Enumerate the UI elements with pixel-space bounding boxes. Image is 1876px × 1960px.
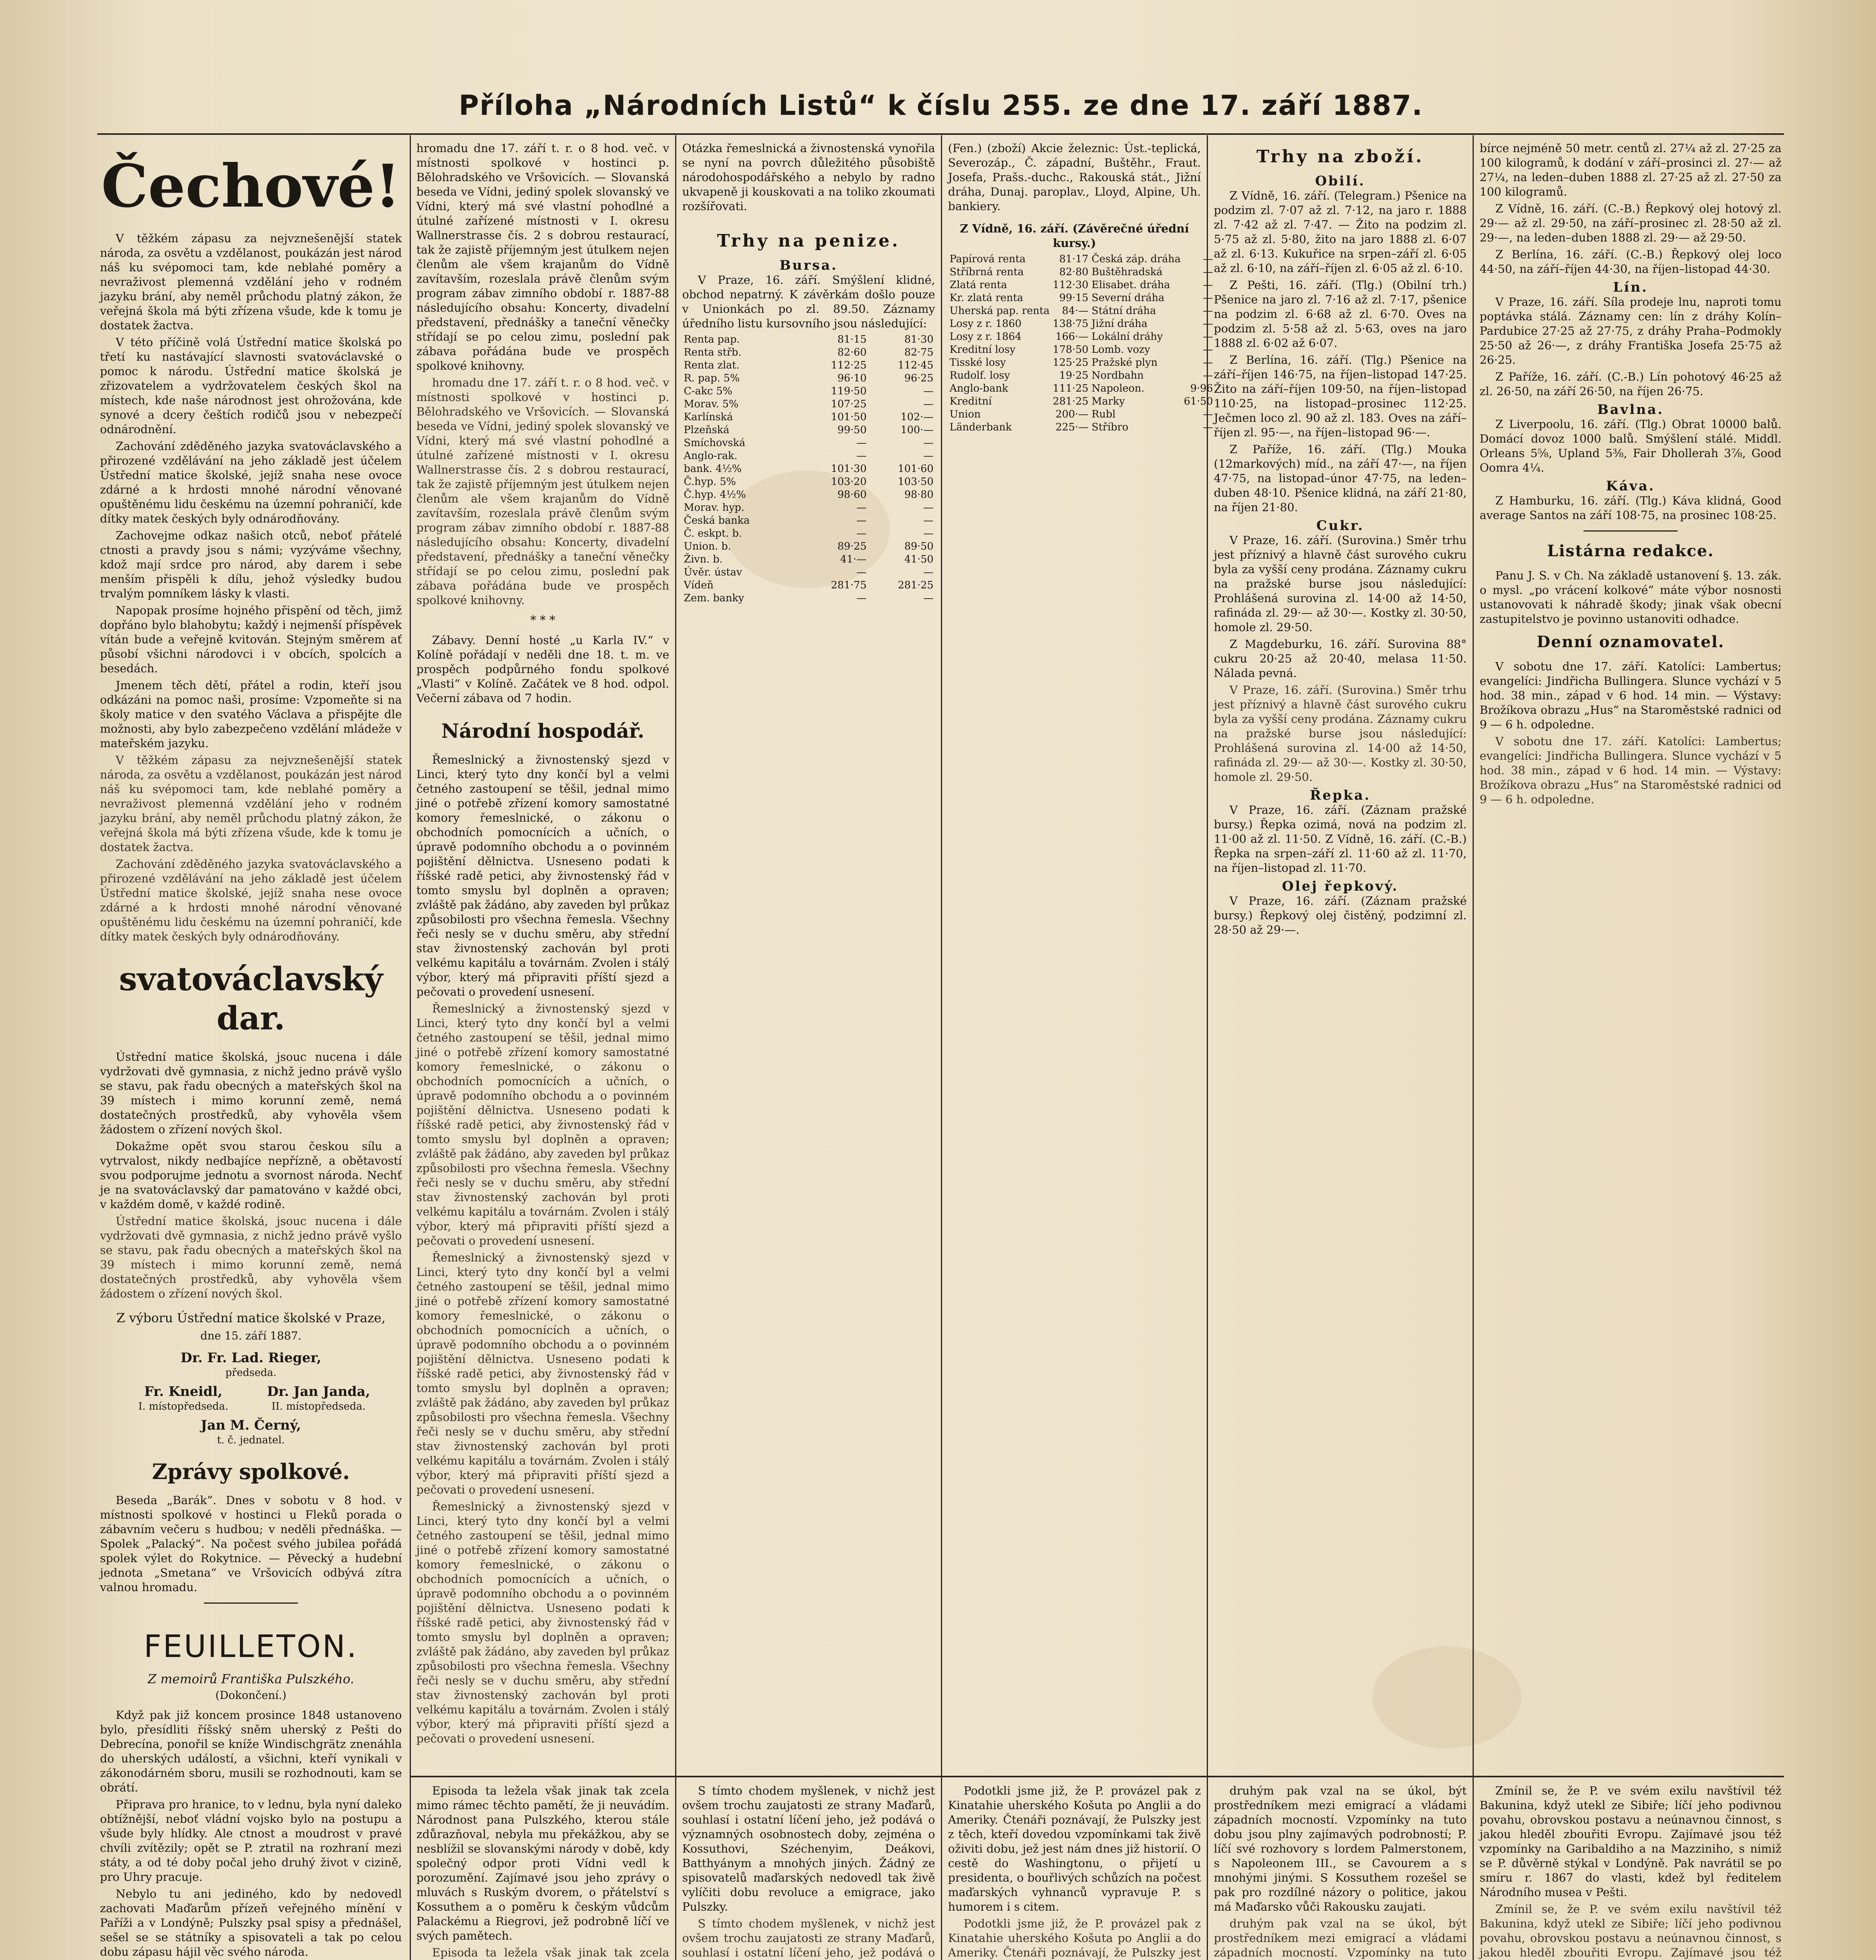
quote-cell: Česká banka [684, 515, 750, 526]
quote-cell: 96·10 [837, 372, 867, 384]
quote-cell: Č.hyp. 5% [684, 476, 736, 488]
quote-cell: Č. eskpt. b. [684, 528, 742, 539]
quote-cell: — [923, 515, 933, 526]
quote-cell: Česká záp. dráha [1091, 253, 1181, 265]
quote-row [948, 279, 1215, 292]
market-paragraph: Z Berlína, 16. září. (C.-B.) Řepkový olej loco 44·50, na září–říjen 44·30, na říjen–listopad 44·30. [1480, 248, 1782, 276]
denni-paragraph: V sobotu dne 17. září. Katolíci: Lambertus; evangelíci: Jindřicha Bullingera. Slunce vychází v 5 hod. 38 min., západ v 6 hod. 14 min. — Výstavy: Brožíkova obrazu „Hus“ na Staroměstské radnici od 9 — 6 h. odpoledne. [1480, 735, 1782, 806]
column-2 [416, 141, 669, 1772]
quote-row [682, 372, 935, 385]
quote-cell: 82·75 [904, 347, 933, 358]
quote-cell: Karlínská [684, 411, 733, 423]
feuilleton-paragraph: Zmínil se, že P. ve svém exilu navštívil též Bakunina, když utekl ze Sibiře; líčí jeho podivnou povahu, obrovskou postavu a neúnavnou činnost, s jakou hleděl zbouřiti Evropu. Zajímavé jsou též vzpomínky na Garibaldiho a na Mazziniho, s nimiž se P. důvěrně stýkal v Londýně. Pak navrátil se po smíru r. 1867 do vlasti, kdež byl ředitelem Národního musea v Pešti. [1480, 1784, 1782, 1899]
quote-cell: Renta pap. [684, 334, 740, 345]
quote-row [948, 382, 1215, 395]
signature-vice2-name: Dr. Jan Janda, [267, 1384, 370, 1399]
market-paragraph: V Praze, 16. září. (Záznam pražské bursy.) Řepka ozimá, nová na podzim zl. 11·00 až zl. 11·50. Z Vídně, 16. září. (C.-B.) Řepka na srpen–září zl. 11·60 až zl. 11·70, na říjen–listopad zl. 11·70. [1214, 803, 1467, 875]
quote-cell: 100·— [901, 424, 933, 436]
quote-row [682, 437, 935, 450]
quote-cell: 82·80 [1059, 266, 1089, 278]
appeal-paragraph: V této příčině volá Ústřední matice školská po třetí ku nastávající slavnosti svatováclavské o pomoc k národu. Ústřední matice školská je zřizovatelem a vydržovatelem českých škol na místech, kde naše národnost jest ohrožována, kde synové a dcery češtích rodičů jsou v nebezpečí odnárodnění. [100, 336, 402, 436]
feuilleton-continued: (Dokončení.) [215, 1689, 287, 1702]
quote-cell: R. pap. 5% [684, 372, 740, 384]
quote-cell: — [1202, 279, 1213, 291]
trhy-penize-title: Trhy na penize. [717, 231, 901, 251]
zabavy-paragraph: Zábavy. Denní hosté „u Karla IV.“ v Kolíně pořádají v neděli dne 18. t. m. ve prospěch podpůrného fondu spolkové „Vlasti“ v Kolíně. Začátek ve 8 hod. odpol. Večerní zábava od 7 hodin. [416, 633, 669, 705]
appeal-paragraph: V těžkém zápasu za nejvznešenější statek národa, za osvětu a vzdělanost, poukázán jest národ náš ku svépomoci tam, kde neblahé poměry a nevraživost plemenná vzdělání jeho v rodném jazyku brání, aby neměl průchodu platný zákon, že veřejná škola má býti zřízena všude, kde k tomu je dostatek žactva. [100, 753, 402, 854]
hospodar-paragraph: Řemeslnický a živnostenský sjezd v Linci, který tyto dny končí byl a velmi četného zastoupení se těšil, jednal mimo jiné o potřebě zřízení komory samostatné komory řemeslnické, o zákonu o obchodních pomocnících a učních, o úpravě podomního obchodu a o povinném pojištění dělnictva. Usneseno podati k říšské radě petici, aby živnostenský řád v tomto smyslu byl doplněn a opraven; zvláště pak žádáno, aby zaveden byl průkaz způsobilosti pro všechna řemesla. Všechny řeči nesly se v duchu směru, aby střední stav živnostenský zachován byl proti velkému kapitálu a továrnám. Zvolen i stálý výbor, který má připraviti příští sjezd a pečovati o provedení usnesení. [416, 1002, 669, 1247]
quote-row [682, 566, 935, 579]
quote-cell: Anglo-rak. [684, 450, 737, 462]
quote-cell: Úvěr. ústav [684, 566, 742, 578]
quote-cell: — [856, 437, 867, 449]
quote-cell: Uherská pap. renta [950, 305, 1050, 317]
quote-cell: Länderbank [950, 421, 1012, 433]
market-paragraph: V Praze, 16. září. (Surovina.) Směr trhu jest příznivý a hlavně část surového cukru byla za vyšší ceny prodána. Záznamy cukru na pražské burse jsou následující: Prohlášená surovina zl. 14·00 až 14·50, rafináda zl. 29·— až 30·—. Kostky zl. 30·50, homole zl. 29·50. [1214, 683, 1467, 784]
quote-cell: 98·80 [904, 489, 933, 501]
quote-row [682, 411, 935, 424]
quote-row [948, 305, 1215, 318]
bursa-intro: V Praze, 16. září. Smýšlení klidné, obchod nepatrný. K závěrkám došlo pouze v Unionkách po zl. 89.50. Záznamy úředního listu kursovního jsou následující: [682, 273, 935, 330]
listarna-paragraph: Panu J. S. v Ch. Na základě ustanovení §. 13. zák. o mysl. „po vrácení kolkové“ máte výbor nosnosti ustanovovati k náhradě škody; jinak však obecní zastupitelstvo je povinno ustanoviti odhadce. [1480, 569, 1782, 626]
obili-heading: Obilí. [1315, 173, 1366, 189]
quote-cell: 112·30 [1053, 279, 1089, 291]
quote-cell: 82·60 [837, 347, 867, 358]
quote-cell: — [856, 515, 867, 526]
quote-cell: — [923, 450, 933, 462]
market-paragraph: Z Berlína, 16. září. (Tlg.) Pšenice na září–říjen 146·75, na říjen–listopad 147·25. Žito na září–říjen 109·50, na říjen–listopad 110·25, na listopad–prosinec 112·25. Ječmen loco zl. 90 až zl. 183. Oves na září–říjen zl. 95·—, na říjen–listopad 96·—. [1214, 353, 1467, 439]
vienna-table [948, 253, 1215, 434]
quote-cell: — [923, 528, 933, 539]
quote-cell: 281·75 [831, 579, 867, 591]
quote-cell: Plzeňská [684, 424, 730, 436]
appeal-paragraph: Zachování zděděného jazyka svatováclavského a přirozené vzdělávání na jeho základě jest účelem Ústřední matice školské, jejíž snaha nese ovoce zdárné a k hrdosti mnohé národní věnované opuštěnému lidu českému na územní pohraničí, kde dítky matek českých byly odnárodňovány. [100, 439, 402, 525]
quote-cell: 81·17 [1059, 253, 1089, 265]
quote-cell: 125·25 [1053, 357, 1089, 368]
quote-cell: 138·75 [1053, 318, 1089, 330]
quote-cell: Morav. 5% [684, 398, 739, 410]
quote-cell: Kr. zlatá renta [950, 292, 1023, 304]
quote-cell: Morav. hyp. [684, 502, 745, 514]
quote-row [682, 514, 935, 527]
quote-cell: Losy z r. 1860 [950, 318, 1022, 330]
hospodar-title: Národní hospodář. [441, 719, 645, 742]
signature-chairman [100, 1349, 402, 1379]
market-paragraph: Z Paříže, 16. září. (C.-B.) Lín pohotový 46·25 až zl. 26·50, na září 26·50, na říjen 26·75. [1480, 370, 1782, 398]
signature-chairman-role: předseda. [225, 1367, 277, 1379]
appeal-paragraph: Zachovejme odkaz našich otců, neboť přátelé ctnosti a pravdy jsou s námi; vyzýváme všechny, kdož mají srdce pro národ, aby darem i sebe menším přispěli k dílu, jehož výsledky budou trvalým pomníkem lásky k vlasti. [100, 529, 402, 600]
quote-row [682, 592, 935, 605]
akcie-list: (Fen.) (zboží) Akcie železnic: Úst.-teplická, Severozáp., Č. západní, Buštěhr., Fraut. Josefa, Prašs.-duchc., Rakouská stát., Jižní dráha, Dunaj. paroplav., Lloyd, Alpine, Uh. bankiery. [948, 142, 1201, 213]
quote-row [682, 398, 935, 411]
quote-cell: Lokální dráhy [1091, 331, 1163, 343]
quote-cell: Kreditní losy [950, 344, 1015, 356]
quote-cell: Č.hyp. 4½% [684, 489, 746, 501]
masthead-rule [97, 133, 1784, 135]
quote-cell: 99·50 [837, 424, 867, 436]
signature-secretary-role: t. č. jednatel. [217, 1434, 285, 1446]
quote-cell: 84·— [1062, 305, 1089, 317]
repka-heading: Řepka. [1309, 788, 1371, 803]
section-rule [1584, 530, 1678, 532]
feuilleton-rule [411, 1776, 1784, 1777]
quote-cell: Živn. b. [684, 554, 723, 565]
quote-cell: — [923, 592, 933, 604]
quote-cell: — [856, 592, 867, 604]
market-paragraph: Z Liverpoolu, 16. září. (Tlg.) Obrat 10000 balů. Domácí dovoz 1000 balů. Smýšlení stálé. Middl. Orleans 5⅝, Upland 5⅜, Fair Dhollerah 3⅞, Good Oomra 4¼. [1480, 417, 1782, 474]
market-paragraph: V Praze, 16. září. (Záznam pražské bursy.) Řepkový olej čistěný, podzimní zl. 28·50 až 29·—. [1214, 894, 1467, 936]
quote-cell: Vídeň [684, 579, 714, 591]
quote-cell: Smíchovská [684, 437, 746, 449]
appeal-paragraph: Zachování zděděného jazyka svatováclavského a přirozené vzdělávání na jeho základě jest účelem Ústřední matice školské, jejíž snaha nese ovoce zdárné a k hrdosti mnohé národní věnované opuštěnému lidu českému na územní pohraničí, kde dítky matek českých byly odnárodňovány. [100, 857, 402, 943]
quote-cell: 225·— [1055, 421, 1089, 433]
quote-cell: 98·60 [837, 489, 867, 501]
quote-cell: Jižní dráha [1091, 318, 1148, 330]
signature-intro: Z výboru Ústřední matice školské v Praze, [116, 1310, 386, 1325]
feuilleton-paragraph: druhým pak vzal na se úkol, být prostředníkem mezi emigrací a vládami západních mocností. Vzpomínky na tuto dobu jsou plny zajímavých podrobností; P. líčí své rozhovory s lordem Palmerstonem, s Napoleonem III., se Cavourem a s mnohými jinými. S Kossuthem rozešel se pak pro rozdílné názory o politice, jakou má Maďarsko vůči Rakousku zaujati. [1214, 1784, 1467, 1913]
quote-cell: — [856, 566, 867, 578]
masthead: Příloha „Národních Listů“ k číslu 255. ze dne 17. září 1887. [459, 89, 1423, 122]
kava-heading: Káva. [1606, 478, 1655, 494]
quote-cell: — [1202, 253, 1213, 265]
quote-cell: 166·— [1055, 331, 1089, 343]
quote-cell: 81·30 [904, 334, 933, 345]
column-4 [948, 141, 1213, 1772]
quote-cell: Severní dráha [1091, 292, 1165, 304]
column-6 [1480, 141, 1782, 1772]
quote-row [682, 424, 935, 437]
quote-cell: 41·50 [904, 554, 933, 565]
column-rule [675, 135, 676, 1960]
feuilleton-subtitle: Z memoirů Františka Pulszkého. [147, 1671, 354, 1686]
hospodar-paragraph: Řemeslnický a živnostenský sjezd v Linci, který tyto dny končí byl a velmi četného zastoupení se těšil, jednal mimo jiné o potřebě zřízení komory samostatné komory řemeslnické, o zákonu o obchodních pomocnících a učních, o úpravě podomního obchodu a o povinném pojištění dělnictva. Usneseno podati k říšské radě petici, aby živnostenský řád v tomto smyslu byl doplněn a opraven; zvláště pak žádáno, aby zaveden byl průkaz způsobilosti pro všechna řemesla. Všechny řeči nesly se v duchu směru, aby střední stav živnostenský zachován byl proti velkému kapitálu a továrnám. Zvolen i stálý výbor, který má připraviti příští sjezd a pečovati o provedení usnesení. [416, 1251, 669, 1496]
quote-row [948, 330, 1215, 343]
feuilleton-paragraph: druhým pak vzal na se úkol, být prostředníkem mezi emigrací a vládami západních mocností. Vzpomínky na tuto [1214, 1917, 1467, 1959]
column-3 [682, 141, 935, 1772]
quote-cell: 103·50 [898, 476, 933, 488]
signature-secretary-name: Jan M. Černý, [201, 1417, 301, 1433]
quote-cell: Stříbrná renta [950, 266, 1024, 278]
market-paragraph: V Praze, 16. září. (Surovina.) Směr trhu jest příznivý a hlavně část surového cukru byla za vyšší ceny prodána. Záznamy cukru na pražské burse jsou následující: Prohlášená surovina zl. 14·00 až 14·50, rafináda zl. 29·— až 30·—. Kostky zl. 30·50, homole zl. 29·50. [1214, 534, 1467, 634]
len-heading: Lín. [1613, 279, 1648, 295]
quote-cell: 200·— [1055, 408, 1089, 420]
quote-cell: Zlatá renta [950, 279, 1007, 291]
signature-vice1 [116, 1383, 251, 1412]
quote-row [948, 266, 1215, 279]
quote-cell: — [1202, 305, 1213, 317]
quote-cell: Union [950, 408, 981, 420]
section-rule [204, 1602, 298, 1604]
quote-cell: 9·96 [1190, 383, 1213, 394]
quote-row [682, 346, 935, 359]
quote-cell: — [923, 437, 933, 449]
quote-cell: 281·25 [1053, 396, 1089, 407]
appeal-paragraph: Jmenem těch dětí, přátel a rodin, kteří jsou odkázáni na pomoc naši, prosíme: Vzpomeňte si na školy matice v den svatého Václava a přispějte dle možnosti, aby bylo zabezpečeno vzdělání mládeže v mateřském jazyku. [100, 679, 402, 750]
column-2-feuilleton [416, 1784, 669, 1960]
quote-cell: — [1202, 344, 1213, 356]
quote-cell: Papírová renta [950, 253, 1026, 265]
quote-cell: 111·25 [1053, 383, 1089, 394]
bavlna-heading: Bavlna. [1597, 402, 1664, 417]
quote-cell: 102·— [901, 411, 933, 423]
column-1 [100, 141, 402, 1960]
feuilleton-paragraph: Když pak již koncem prosince 1848 ustanoveno bylo, přesídliti říšský sněm uherský z Pešti do Debrecína, ponořil se kníže Windischgrätz znenáhla do uherských událostí, a všichni, kteří vynikali v zákonodárném sboru, musili se rozhodnouti, kam se obrátí. [100, 1708, 402, 1794]
quote-cell: Kreditní [950, 396, 992, 407]
spolky-continuation: hromadu dne 17. září t. r. o 8 hod. več. v místnosti spolkové v hostinci p. Bělohradského ve Vršovicích. — Slovanská beseda ve Vídni, jediný spolek slovanský ve Vídni, který má své vlastní pohodlné a útulné zařízené místnosti v I. okresu Wallnerstrasse čís. 2 s dobrou restaurací, tak že zajistě příjemným jest útulkem nejen členům ale všem krajanům do Vídně zavítavším, rozeslala právě členům svým program zábav zimního období r. 1887-88 následujícího obsahu: Koncerty, divadelní představení, přednášky a taneční věnečky střídají se po celou zimu, poslední pak zábava pořádána bude ve prospěch spolkové knihovny. [416, 376, 669, 607]
trhy-zbozi-title: Trhy na zboží. [1256, 147, 1424, 167]
quote-row [948, 395, 1215, 408]
bursa-table [682, 333, 935, 605]
quote-cell: Anglo-bank [950, 383, 1008, 394]
quote-row [948, 318, 1215, 330]
quote-cell: — [1202, 266, 1213, 278]
column-5 [1214, 141, 1467, 1772]
feuilleton-paragraph: Episoda ta ležela však jinak tak zcela [432, 1946, 669, 1959]
feuilleton-paragraph: Podotkli jsme již, že P. provázel pak z Kinatahie uherského Košuta po Anglii a do Ameriky. Čtenáři poznávají, že Pulszky jest z těch, kteří dovedou vzpomínkami tak živě oživiti dobu, jež jest nám dnes již historií. O cestě do Washingtonu, o přijetí u presidenta, o bouřlivých schůzích na počest maďarských vyhnanců vypravuje P. s humorem i s citem. [948, 1784, 1201, 1913]
quote-cell: 99·15 [1059, 292, 1089, 304]
quote-row [682, 501, 935, 514]
quote-cell: 101·60 [898, 463, 933, 475]
quote-cell: 178·50 [1053, 344, 1089, 356]
otazka-paragraph: Otázka řemeslnická a živnostenská vynořila se nyní na povrch důležitého působiště národohospodářského a nebylo by radno ukvapeně ji kouskovati a na toliko zkoumati rozšířovati. [682, 142, 935, 213]
signature-vice1-role: I. místopředseda. [138, 1401, 229, 1412]
quote-row [682, 475, 935, 488]
quote-cell: Renta zlat. [684, 359, 740, 371]
column-3-feuilleton [682, 1784, 935, 1960]
quote-cell: Stříbro [1091, 421, 1128, 433]
quote-cell: Renta střb. [684, 347, 742, 358]
quote-cell: — [923, 502, 933, 514]
appeal-paragraph: Napopak prosíme hojného přispění od těch, jimž dopřáno bylo blahobytu; každý i nejmenší příspěvek vítán bude a veřejně kvitován. Stejným směrem ať působí všichni národovci i v obcích, spolcích a besedách. [100, 604, 402, 675]
signature-vice2-role: II. místopředseda. [271, 1401, 366, 1412]
quote-row [682, 553, 935, 566]
market-paragraph: Z Vídně, 16. září. (C.-B.) Řepkový olej hotový zl. 29·— až zl. 29·50, na září–prosinec zl. 28·50 až zl. 29·—, na leden–duben 1888 zl. 29·— až 29·50. [1480, 202, 1782, 244]
feuilleton-title: FEUILLETON. [143, 1629, 358, 1664]
quote-cell: bank. 4½% [684, 463, 742, 475]
olej-heading: Olej řepkový. [1282, 878, 1399, 894]
column-4-feuilleton [948, 1784, 1201, 1960]
feuilleton-paragraph: Episoda ta ležela však jinak tak zcela mimo rámec těchto pamětí, že ji neuvádím. Národnost pana Pulszkého, kterou stále zdůrazňoval, nebyla mu překážkou, aby se nesblížil se slovanskými národy v době, kdy společný odpor proti Vídni vedl k porozumění. Zajímavé jsou jeho zprávy o mluvách s Ruským dvorem, o přátelství s Kossuthem a o poměru k českým vůdcům Palackému a Riegrovi, jež podrobně líčí ve svých pamětech. [416, 1784, 669, 1942]
quote-cell: 103·20 [831, 476, 867, 488]
signature-vice2 [251, 1383, 386, 1412]
feuilleton-paragraph: Nebylo tu ani jediného, kdo by nedovedl zachovati Maďarům přízeň veřejného mínění v Paříži a v Londýně; Pulszky psal spisy a přednášel, sešel se se státníky a spisovateli a tak po celou dobu zápasu hájil věc svého národa. [100, 1887, 402, 1958]
market-paragraph: Z Paříže, 16. září. (Tlg.) Mouka (12markových) míd., na září 47·—, na říjen 47·75, na listopad–únor 47·75, na leden–duben 48·10. Pšenice klidná, na září 21·80, na říjen 21·80. [1214, 443, 1467, 514]
spolky-continuation: hromadu dne 17. září t. r. o 8 hod. več. v místnosti spolkové v hostinci p. Bělohradského ve Vršovicích. — Slovanská beseda ve Vídni, jediný spolek slovanský ve Vídni, který má své vlastní pohodlné a útulné zařízené místnosti v I. okresu Wallnerstrasse čís. 2 s dobrou restaurací, tak že zajistě příjemným jest útulkem nejen členům ale všem krajanům do Vídně zavítavším, rozeslala právě členům svým program zábav zimního období r. 1887-88 následujícího obsahu: Koncerty, divadelní představení, přednášky a taneční věnečky střídají se po celou zimu, poslední pak zábava pořádána bude ve prospěch spolkové knihovny. [416, 142, 669, 372]
quote-cell: 19·25 [1059, 370, 1089, 381]
quote-cell: Rudolf. losy [950, 370, 1010, 381]
quote-cell: Losy z r. 1864 [950, 331, 1022, 343]
feuilleton-paragraph: Zmínil se, že P. ve svém exilu navštívil též Bakunina, když utekl ze Sibiře; líčí jeho podivnou povahu, obrovskou postavu a neúnavnou činnost, s jakou hleděl zbouřiti Evropu. Zajímavé jsou též [1480, 1902, 1782, 1959]
quote-cell: 101·50 [831, 411, 867, 423]
signature-secretary [100, 1416, 402, 1446]
cukr-heading: Cukr. [1316, 518, 1364, 534]
quote-cell: 89·25 [837, 541, 867, 552]
quote-cell: Buštěhradská [1091, 266, 1163, 278]
quote-row [948, 356, 1215, 369]
denni-title: Denní oznamovatel. [1536, 633, 1725, 651]
quote-cell: — [1202, 318, 1213, 330]
quote-cell: 61·50 [1184, 396, 1213, 407]
quote-cell: — [923, 385, 933, 397]
quote-row [948, 369, 1215, 382]
zpravy-title: Zprávy spolkové. [152, 1459, 350, 1484]
quote-row [682, 540, 935, 553]
feuilleton-paragraph: S tímto chodem myšlenek, v nichž jest ovšem trochu zaujatosti ze strany Maďarů, souhlasí i ostatní líčení jeho, jež podává o významných osobnostech doby, zejména o Kossuthovi, Széchenyim, Deákovi, Batthyánym a mnohých jiných. Žádný ze spisovatelů maďarských nedovedl tak živě vylíčiti dobu revoluce a emigrace, jako Pulszky. [682, 1784, 935, 1913]
appeal-paragraph: V těžkém zápasu za nejvznešenější statek národa, za osvětu a vzdělanost, poukázán jest národ náš ku svépomoci tam, kde neblahé poměry a nevraživost plemenná vzdělání jeho v rodném jazyku brání, aby neměl průchodu platný zákon, že veřejná škola má býti zřízena všude, kde k tomu je dostatek žactva. [100, 232, 402, 332]
market-paragraph: Z Pešti, 16. září. (Tlg.) (Obilní trh.) Pšenice na jaro zl. 7·16 až zl. 7·17, pšenice na podzim zl. 6·68 až zl. 6·70. Oves na podzim zl. 5·58 až zl. 5·63, oves na jaro 1888 zl. 6·02 až 6·07. [1214, 278, 1467, 350]
quote-cell: Rubl [1091, 408, 1116, 420]
quote-row [948, 292, 1215, 305]
listarna-title: Listárna redakce. [1547, 542, 1714, 560]
quote-row [682, 333, 935, 346]
quote-cell: 81·15 [837, 334, 867, 345]
svat-paragraph: Ústřední matice školská, jsouc nucena i dále vydržovati dvě gymnasia, z nichž jedno právě vyšlo se stavu, pak řadu obecných a mateřských škol na 39 místech i mimo korunní země, nemá dostatečných prostředků, aby vyhověla všem žádostem o zřízení nových škol. [100, 1050, 402, 1136]
quote-cell: Marky [1091, 396, 1125, 407]
quote-row [682, 579, 935, 592]
quote-cell: Pražské plyn [1091, 357, 1158, 368]
appeal-title: Čechové! [101, 152, 401, 221]
signature-row [116, 1383, 386, 1412]
quote-cell: 112·25 [831, 359, 867, 371]
quote-cell: Státní dráha [1091, 305, 1156, 317]
svat-title: svatováclavský dar. [119, 960, 383, 1037]
quote-cell: — [1202, 292, 1213, 304]
hospodar-paragraph: Řemeslnický a živnostenský sjezd v Linci, který tyto dny končí byl a velmi četného zastoupení se těšil, jednal mimo jiné o potřebě zřízení komory samostatné komory řemeslnické, o zákonu o obchodních pomocnících a učních, o úpravě podomního obchodu a o povinném pojištění dělnictva. Usneseno podati k říšské radě petici, aby živnostenský řád v tomto smyslu byl doplněn a opraven; zvláště pak žádáno, aby zaveden byl průkaz způsobilosti pro všechna řemesla. Všechny řeči nesly se v duchu směru, aby střední stav živnostenský zachován byl proti velkému kapitálu a továrnám. Zvolen i stálý výbor, který má připraviti příští sjezd a pečovati o provedení usnesení. [416, 1500, 669, 1745]
feuilleton-paragraph: S tímto chodem myšlenek, v nichž jest ovšem trochu zaujatosti ze strany Maďarů, souhlasí i ostatní líčení jeho, jež podává o [682, 1917, 935, 1959]
quote-cell: Union. b. [684, 541, 731, 552]
signature-chairman-name: Dr. Fr. Lad. Rieger, [180, 1350, 321, 1366]
signature-date: dne 15. září 1887. [200, 1329, 301, 1342]
quote-row [682, 463, 935, 475]
market-paragraph: Z Hamburku, 16. září. (Tlg.) Káva klidná, Good average Santos na září 108·75, na prosinec 108·25. [1480, 494, 1782, 522]
hospodar-paragraph: Řemeslnický a živnostenský sjezd v Linci, který tyto dny končí byl a velmi četného zastoupení se těšil, jednal mimo jiné o potřebě zřízení komory samostatné komory řemeslnické, o zákonu o obchodních pomocnících a učních, o úpravě podomního obchodu a o povinném pojištění dělnictva. Usneseno podati k říšské radě petici, aby živnostenský řád v tomto smyslu byl doplněn a opraven; zvláště pak žádáno, aby zaveden byl průkaz způsobilosti pro všechna řemesla. Všechny řeči nesly se v duchu směru, aby střední stav živnostenský zachován byl proti velkému kapitálu a továrnám. Zvolen i stálý výbor, který má připraviti příští sjezd a pečovati o provedení usnesení. [416, 753, 669, 998]
svat-paragraph: Ústřední matice školská, jsouc nucena i dále vydržovati dvě gymnasia, z nichž jedno právě vyšlo se stavu, pak řadu obecných a mateřských škol na 39 místech i mimo korunní země, nemá dostatečných prostředků, aby vyhověla všem žádostem o zřízení nových škol. [100, 1214, 402, 1300]
quote-cell: — [1202, 421, 1213, 433]
quote-cell: 89·50 [904, 541, 933, 552]
column-rule [1473, 135, 1474, 1960]
quote-cell: Lomb. vozy [1091, 344, 1150, 356]
quote-cell: — [856, 528, 867, 539]
quote-cell: Tisské losy [950, 357, 1006, 368]
quote-cell: — [1202, 408, 1213, 420]
quote-cell: — [1202, 370, 1213, 381]
quote-cell: 112·45 [898, 359, 933, 371]
column-5-feuilleton [1214, 1784, 1467, 1960]
quote-cell: Elisabet. dráha [1091, 279, 1170, 291]
quote-row [948, 343, 1215, 356]
bursa-heading: Bursa. [779, 258, 838, 273]
quote-row [682, 488, 935, 501]
quote-cell: C-akc 5% [684, 385, 733, 397]
vienna-heading: Z Vídně, 16. září. (Závěrečné úřední kursy.) [960, 222, 1189, 250]
quote-cell: 101·30 [831, 463, 867, 475]
column-6-feuilleton [1480, 1784, 1782, 1960]
quote-cell: 281·25 [898, 579, 933, 591]
feuilleton-paragraph: Podotkli jsme již, že P. provázel pak z Kinatahie uherského Košuta po Anglii a do Ameriky. Čtenáři poznávají, že Pulszky jest [948, 1917, 1201, 1959]
quote-cell: — [1202, 357, 1213, 368]
quote-cell: — [856, 502, 867, 514]
market-paragraph: V Praze, 16. září. Síla prodeje lnu, naproti tomu poptávka stálá. Záznamy cen: lín z dráhy Kolín–Pardubice 27·25 až 27·75, z dráhy Praha–Podmokly 25·50 až 26·—, z dráhy Františka Josefa 25·75 až 26·25. [1480, 295, 1782, 367]
quote-cell: 119·50 [831, 385, 867, 397]
market-paragraph: Z Magdeburku, 16. září. Surovina 88° cukru 20·25 až 20·40, melasa 11·50. Nálada pevná. [1214, 637, 1467, 680]
quote-cell: 41·— [840, 554, 867, 565]
quote-cell: — [923, 566, 933, 578]
asterisks: * * * [530, 613, 556, 627]
signature-vice1-name: Fr. Kneidl, [144, 1384, 223, 1399]
quote-cell: — [856, 450, 867, 462]
column-rule [941, 135, 942, 1960]
svat-paragraph: Dokažme opět svou starou českou sílu a vytrvalost, nikdy nedbajíce nepřízně, a obětavostí svou podporujme jednotu a svornost národa. Nechť je na svatováclavský dar pamatováno v každé obci, v každém domě, v každé rodině. [100, 1140, 402, 1211]
market-paragraph: bírce nejméně 50 metr. centů zl. 27¼ až zl. 27·25 za 100 kilogramů, k dodání v září–prosinci zl. 27·— až 27¼, na leden–duben 1888 zl. 27·25 až zl. 27·50 za 100 kilogramů. [1480, 142, 1782, 198]
quote-cell: 107·25 [831, 398, 867, 410]
quote-row [682, 450, 935, 463]
quote-row [948, 421, 1215, 434]
quote-cell: — [1202, 331, 1213, 343]
quote-row [682, 527, 935, 540]
quote-row [948, 408, 1215, 421]
quote-row [682, 359, 935, 372]
quote-row [682, 385, 935, 398]
quote-row [948, 253, 1215, 266]
quote-cell: — [923, 398, 933, 410]
quote-cell: 96·25 [904, 372, 933, 384]
market-paragraph: Z Vídně, 16. září. (Telegram.) Pšenice na podzim zl. 7·07 až zl. 7·12, na jaro r. 1888 zl. 7·42 až zl. 7·47. — Žito na podzim zl. 5·75 až zl. 5·80, žito na jaro 1888 zl. 6·07 až zl. 6·13. Kukuřice na srpen–září zl. 6·05 až zl. 6·10, na září–říjen zl. 6·05 až zl. 6·10. [1214, 189, 1467, 275]
quote-cell: Nordbahn [1091, 370, 1144, 381]
column-rule [410, 135, 411, 1960]
quote-cell: Zem. banky [684, 592, 744, 604]
denni-paragraph: V sobotu dne 17. září. Katolíci: Lambertus; evangelíci: Jindřicha Bullingera. Slunce vychází v 5 hod. 38 min., západ v 6 hod. 14 min. — Výstavy: Brožíkova obrazu „Hus“ na Staroměstské radnici od 9 — 6 h. odpoledne. [1480, 660, 1782, 731]
quote-cell: Napoleon. [1091, 383, 1145, 394]
zpravy-paragraph: Beseda „Barák“. Dnes v sobotu v 8 hod. v místnosti spolkové v hostinci u Fleků porada o zábavním večeru s hudbou; v neděli přednáška. — Spolek „Palacký“. Na počest svého jubilea pořádá spolek výlet do Rokytnice. — Pěvecký a hudební jednota „Smetana“ ve Vršovicích odbývá zítra valnou hromadu. [100, 1494, 402, 1594]
feuilleton-paragraph: Připrava pro hranice, to v lednu, byla nyní daleko obtížnější, neboť vládní vojsko bylo na postupu a všude byly hlídky. Ale ctnost a moudrost v pravé chvíli zvítězily; opět se P. ztratil na rozhraní mezi státy, a od té doby počal jeho druhý život v cizině, pro Uhry pracuje. [100, 1798, 402, 1884]
